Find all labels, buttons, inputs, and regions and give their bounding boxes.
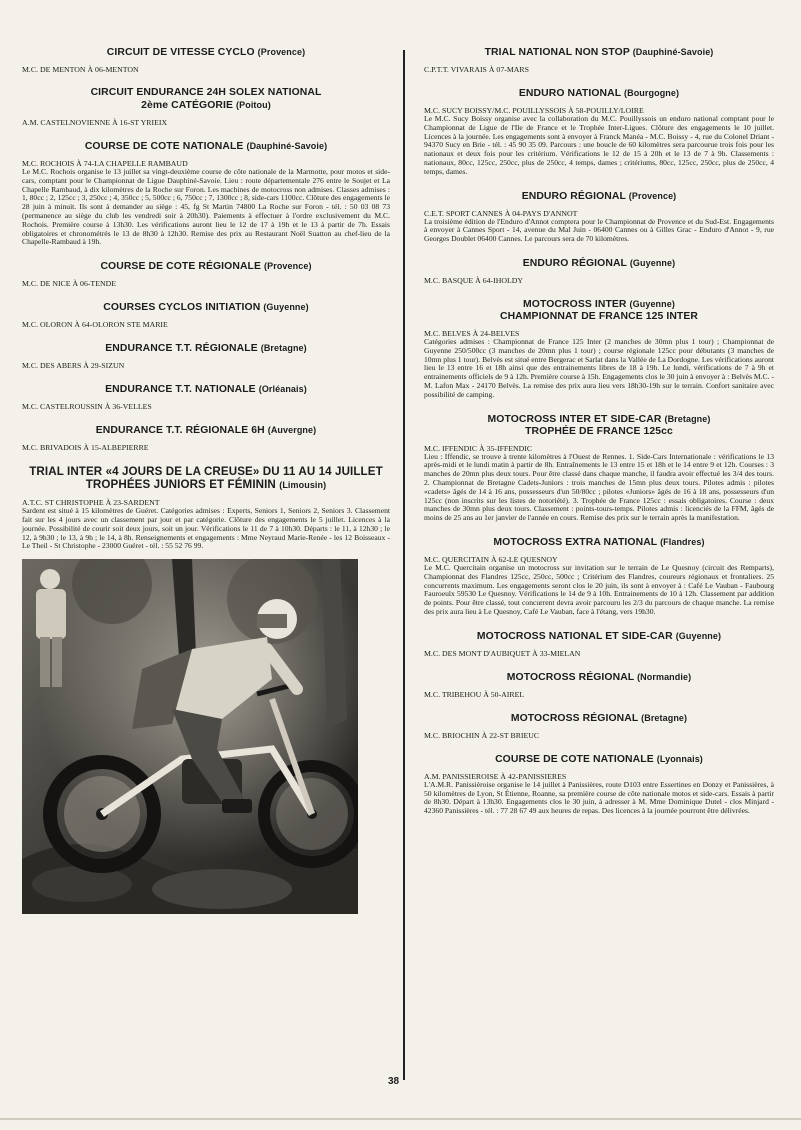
event-club: M.C. TRIBEHOU À 50-AIREL — [424, 689, 525, 699]
event-description: Catégories admises : Championnat de France 125 Inter (2 manches de 30mn plus 1 tour) ; Championnat de Guyenne 250/500cc (3 manches de 20mn plus 1 tour) ; course régionale 125cc pour débutants (3 manches de 10mn plus 1 tour). Belvès est situé entre Bergerac et Sarlat dans la Vallée de La Dordogne. Les vérifications auront lieu le 13 entre 16 et 18h ainsi que des entrainements libres de 18 à 19h. Le lundi, vérifications de 7 à 9h et entrainements officiels de 9 à 12h. Première course à 15h. Engagements clos le 30 juin à envoyer à : Belvès M.C. - M. Lafon Max - 24170 Belvès. La remise des prix aura lieu vers 18h30-19h sur le terrain. Confort sanitaire avec possibilité de camping. — [424, 336, 774, 399]
event-club: M.C. OLORON À 64-OLORON STE MARIE — [22, 320, 168, 330]
event-title: TRIAL INTER «4 JOURS DE LA CREUSE» DU 11 AU 14 JUILLET — [29, 465, 383, 479]
left-column — [22, 46, 390, 914]
trial-rider-photo — [22, 559, 358, 914]
event-section — [424, 536, 774, 617]
event-section — [22, 87, 390, 127]
event-section — [22, 342, 390, 370]
event-club: M.C. DES MONT D'AUBIQUET À 33-MIELAN — [424, 648, 581, 658]
event-title: ENDURANCE T.T. RÉGIONALE 6H (Auvergne) — [95, 425, 317, 437]
event-section — [424, 630, 774, 658]
event-description: Lieu : Iffendic, se trouve à trente kilomètres à l'Ouest de Rennes. 1. Side-Cars Internationale : vérifications le 13 après-midi et le lundi matin à partir de 8h. Entraînements le 13 entre 15 et 18h et le 14 entre 9 et 12h. Courses : 3 manches de 20mn plus deux tours. Pour être classé dans chaque manche, il faudra avoir effectué les 3/4 des tours. 2. Championnat de Bretagne Cadets-Juniors : trois manches de 15mn plus deux tours. Pilotes admis : pilotes «cadets» âgés de 14 à 16 ans, possesseurs d'un 50/80cc ; pilotes «Juniors» âgés de 16 à 18 ans, possesseurs d'un 125cc (non inscrits sur les listes de notoriété). 3. Trophée de France 125cc : essais obligatoires. Course : deux manches de 30mn plus deux tours. Classement : points-tours-temps. Pilotes admis : licenciés de la FFM, âgés de moins de 25 ans au 1er janvier de l'année en cours. Remise des prix sur le terrain après la manifestation. — [424, 451, 774, 523]
event-title: ENDURO RÉGIONAL (Guyenne) — [522, 257, 676, 269]
event-description: La troisième édition de l'Enduro d'Annot comptera pour le Championnat de Provence et du Sud-Est. Engagements à envoyer à Cannes Sport - 14, avenue du Mal Juin - 06400 Cannes ou à Gilles Grac - Enduro d'Annot - 9, rue Georges Doublet 06400 Cannes. Le parcours sera de 70 kilomètres. — [424, 216, 774, 244]
event-title: MOTOCROSS INTER (Guyenne) — [523, 298, 675, 310]
event-club: M.C. BRIOCHIN À 22-ST BRIEUC — [424, 730, 540, 740]
event-section — [424, 257, 774, 285]
event-title: ENDURO RÉGIONAL (Provence) — [521, 190, 677, 202]
event-club: C.E.T. SPORT CANNES À 04-PAYS D'ANNOT — [424, 208, 578, 218]
event-subtitle: TROPHÉE DE FRANCE 125cc — [525, 425, 673, 437]
event-club: A.T.C. ST CHRISTOPHE À 23-SARDENT — [22, 498, 160, 508]
event-club: A.M. PANISSIEROISE À 42-PANISSIERES — [424, 771, 567, 781]
event-description: Le M.C. Rochois organise le 13 juillet sa vingt-deuxième course de côte nationale de la Marmotte, pour motos et side-cars, comptant pour le Championnat de Ligue Dauphiné-Savoie. Lieu : route départementale 276 entre le Soujet et La Chapelle Rambaud, à dix kilomètres de la Roche sur Foron. Les machines de motocross non admises. Classes admises : 1, 80cc ; 2, 125cc ; 3, 250cc ; 4, 350cc ; 5, 500cc ; 6, 750cc ; 7, 1300cc ; 8, side-cars 1100cc. Clôture des engagements le 28 juin à minuit. Ils sont à demander au siège : 45, fg St Martin 74800 La Roche sur Foron - tél. : 50 03 08 73 (permanence au siège du club les vendredi soir à 20h30). Paiements à effectuer à l'ordre exclusivement du M.C. Rochois. Première course à 13h30. Les vérifications auront lieu le 12 de 17 à 19h et le 13 à partir de 7h. Essais obligatoires et chronométrés le 13 de 8h30 à 12h30. Remise des prix au Restaurant Noël Suatton au chef-lieu de la Chapelle-Rambaud à 19h. — [22, 167, 390, 247]
event-title: COURSE DE COTE NATIONALE (Lyonnais) — [495, 753, 703, 765]
event-section — [424, 753, 774, 816]
event-section — [22, 301, 390, 329]
event-section — [22, 260, 390, 288]
event-section — [22, 46, 390, 74]
event-section — [424, 298, 774, 400]
event-description: Le M.C. Sucy Boissy organise avec la collaboration du M.C. Pouillyssois un enduro national comptant pour le Championnat de Ligue de l'Ile de France et le Trophée Inter-Ligues. Clôture des engagements le 10 juillet. Licences à la journée. Les engagements sont à envoyer à Franck Manéa - M.C. Boissy - 4, rue du Colonel Driant - 94370 Sucy en Brie - tél. : 45 90 35 09. Parcours : une boucle de 60 kilomètres sera parcourue trois fois pour les nationaux et deux fois pour les critérium. Vérifications le 12 de 15 à 20h et le 13 de 7 à 9h. Classements : nationaux, 80cc, 125cc, 250cc, plus de 250cc, 4 temps, dames ; critériums, 80cc, 125cc, 250cc, plus de 250cc, 4 temps, dames. — [424, 114, 774, 176]
event-section — [424, 413, 774, 523]
event-section — [424, 671, 774, 699]
event-title: COURSES CYCLOS INITIATION (Guyenne) — [103, 302, 309, 314]
event-description: Le M.C. Quercitain organise un motocross sur invitation sur le terrain de Le Quesnoy (circuit des Remparts), Championnat des Flandres 125cc, 250cc, 500cc ; Critérium des Flandres, coureurs régionaux et frontaliers. 25 concurrents maximum. Les engagements seront clos le 20 juin, ils sont à envoyer à : Café Le Vauban - Faubourg Fauroeulx 59530 Le Quesnoy. Vérifications le 14 de 9 à 10h. Entrainements de 10 à 12h. Classement par addition de points. Pour être classé, tout concurrent devra avoir parcouru les 2/3 du parcours de chaque manche. La remise des prix aura lieu à Le Quesnoy, Café Le Vauban, face à l'étang, vers 19h30. — [424, 562, 774, 616]
event-club: M.C. SUCY BOISSY/M.C. POUILLYSSOIS À 58-POUILLY/LOIRE — [424, 106, 644, 115]
event-title: ENDURANCE T.T. NATIONALE (Orléanais) — [105, 384, 307, 396]
page-number: 38 — [388, 1076, 400, 1087]
event-section — [22, 465, 390, 551]
event-section — [424, 712, 774, 740]
event-subtitle: 2ème CATÉGORIE (Poitou) — [141, 100, 271, 111]
event-title: COURSE DE COTE NATIONALE (Dauphiné-Savoie) — [84, 141, 328, 152]
event-club: M.C. DES ABERS À 29-SIZUN — [22, 361, 125, 371]
event-title: COURSE DE COTE RÉGIONALE (Provence) — [100, 261, 312, 273]
event-club: M.C. DE NICE À 06-TENDE — [22, 279, 116, 289]
event-section — [22, 424, 390, 452]
event-title: MOTOCROSS INTER ET SIDE-CAR (Bretagne) — [487, 413, 711, 425]
event-section — [22, 140, 390, 247]
event-subtitle: TROPHÉES JUNIORS ET FÉMININ (Limousin) — [85, 478, 327, 492]
event-section — [424, 190, 774, 244]
event-club: M.C. BELVES À 24-BELVES — [424, 328, 520, 338]
event-club: C.P.T.T. VIVARAIS À 07-MARS — [424, 65, 529, 74]
event-subtitle: CHAMPIONNAT DE FRANCE 125 INTER — [499, 310, 699, 322]
event-description: Sardent est situé à 15 kilomètres de Guéret. Catégories admises : Experts, Seniors 1, Seniors 2, Seniors 3. Classement fait sur les 4 jours avec un classement par jour et par catégorie. Clôture des engagements le 5 juillet. Licences à la journée. Possibilité de courir soit deux jours, soit un jour. Vérifications le 11 de 7 à 10h30. Départs : le 11, à 12h30 ; le 12, à 9h30 ; le 13, à 9h ; le 14, à 8h. Renseignements et engagements : Mme Neyraud Marie-Renée - les 12 Boisseaux - Le Theil - St Christophe - 23000 Guéret - tél. : 55 52 76 99. — [22, 506, 390, 551]
page-bottom-edge — [0, 1118, 801, 1120]
event-club: M.C. CASTELROUSSIN À 36-VELLES — [22, 402, 152, 412]
event-title: MOTOCROSS NATIONAL ET SIDE-CAR (Guyenne) — [476, 630, 722, 642]
event-club: M.C. DE MENTON À 06-MENTON — [22, 65, 139, 74]
event-club: A.M. CASTELNOVIENNE À 16-ST YRIEIX — [22, 118, 168, 127]
event-title: MOTOCROSS RÉGIONAL (Bretagne) — [510, 712, 688, 724]
event-title: ENDURO NATIONAL (Bourgogne) — [518, 88, 680, 99]
event-club: M.C. BRIVADOIS À 15-ALBEPIERRE — [22, 443, 149, 453]
event-club: M.C. QUERCITAIN À 62-LE QUESNOY — [424, 554, 558, 564]
event-title: TRIAL NATIONAL NON STOP (Dauphiné-Savoie) — [484, 47, 714, 58]
event-section — [424, 46, 774, 74]
event-club: M.C. ROCHOIS À 74-LA CHAPELLE RAMBAUD — [22, 159, 188, 168]
event-title: CIRCUIT DE VITESSE CYCLO (Provence) — [106, 47, 306, 58]
event-title: MOTOCROSS EXTRA NATIONAL (Flandres) — [493, 536, 705, 548]
event-section — [22, 383, 390, 411]
event-title: MOTOCROSS RÉGIONAL (Normandie) — [506, 671, 692, 683]
event-club: M.C. IFFENDIC À 35-IFFENDIC — [424, 443, 533, 453]
event-description: L'A.M.R. Panissièroise organise le 14 juillet à Panissières, route D103 entre Essertines en Donzy et Panissières, à 50 kilomètres de Lyon, St Étienne, Roanne, sa première course de côte nationale motos et side-cars. Essais à partir de 8h30. Départ à 13h30. Engagements clos le 30 juin, à adresser à M. Mme Dominique Dutel - clos Minjard - 42360 Panissières - tél. : 77 28 67 49 aux heures de repas. Des licences à la journée pourront être délivrées. — [424, 779, 774, 816]
right-column — [424, 46, 774, 829]
event-club: M.C. BASQUE À 64-IHOLDY — [424, 275, 523, 285]
event-section — [424, 87, 774, 177]
column-divider — [403, 50, 405, 1080]
event-title: CIRCUIT ENDURANCE 24H SOLEX NATIONAL — [90, 87, 322, 98]
event-title: ENDURANCE T.T. RÉGIONALE (Bretagne) — [105, 343, 307, 355]
